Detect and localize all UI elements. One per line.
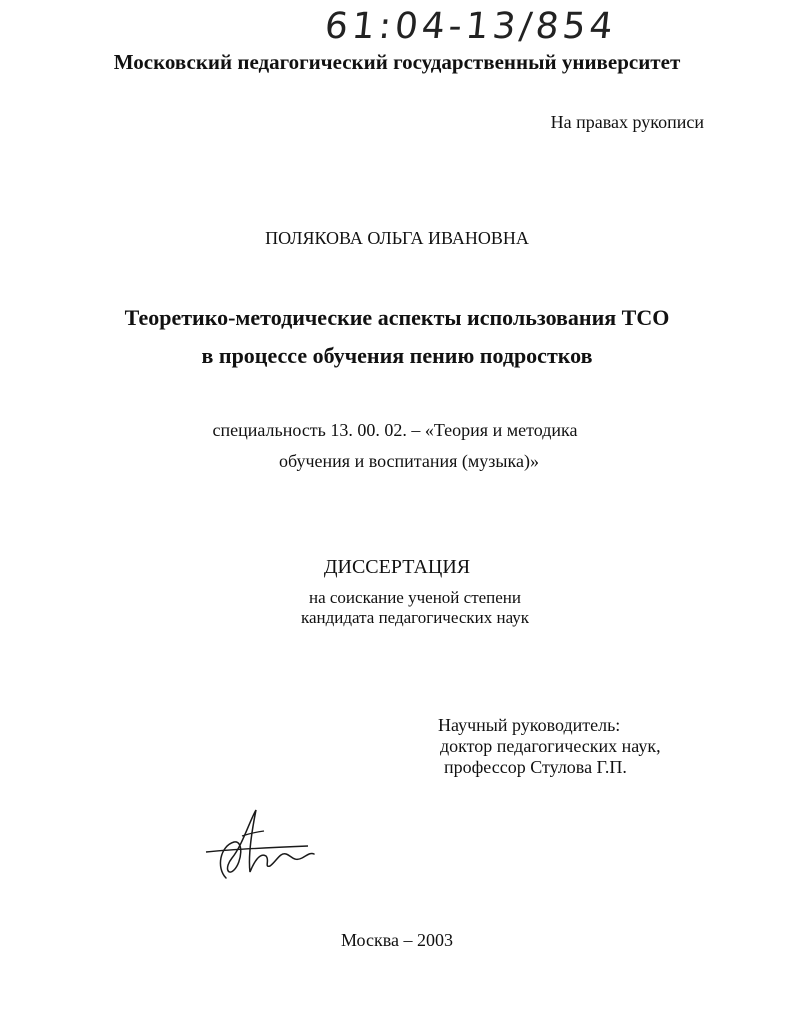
- title-line-1: Теоретико-методические аспекты использования ТСО: [124, 305, 670, 330]
- specialty-line-2: обучения и воспитания (музыка)»: [279, 451, 539, 471]
- specialty-line-1: специальность 13. 00. 02. – «Теория и методика: [212, 420, 578, 440]
- title-line-2: в процессе обучения пению подростков: [201, 343, 593, 368]
- author-name: ПОЛЯКОВА ОЛЬГА ИВАНОВНА: [265, 228, 529, 248]
- manuscript-note: На правах рукописи: [550, 112, 704, 132]
- advisor-heading: Научный руководитель:: [438, 715, 621, 735]
- signature: [198, 806, 318, 884]
- advisor-degree: доктор педагогических наук,: [440, 736, 661, 756]
- archive-code-handwritten: 61:04-13/854: [322, 6, 619, 47]
- degree-line-2: кандидата педагогических наук: [300, 608, 530, 627]
- degree-line-1: на соискание ученой степени: [308, 588, 522, 607]
- university-name: Московский педагогический государственный университет: [113, 50, 681, 74]
- dissertation-label: ДИССЕРТАЦИЯ: [323, 556, 471, 578]
- advisor-name: профессор Стулова Г.П.: [444, 757, 627, 777]
- place-year: Москва – 2003: [341, 930, 453, 950]
